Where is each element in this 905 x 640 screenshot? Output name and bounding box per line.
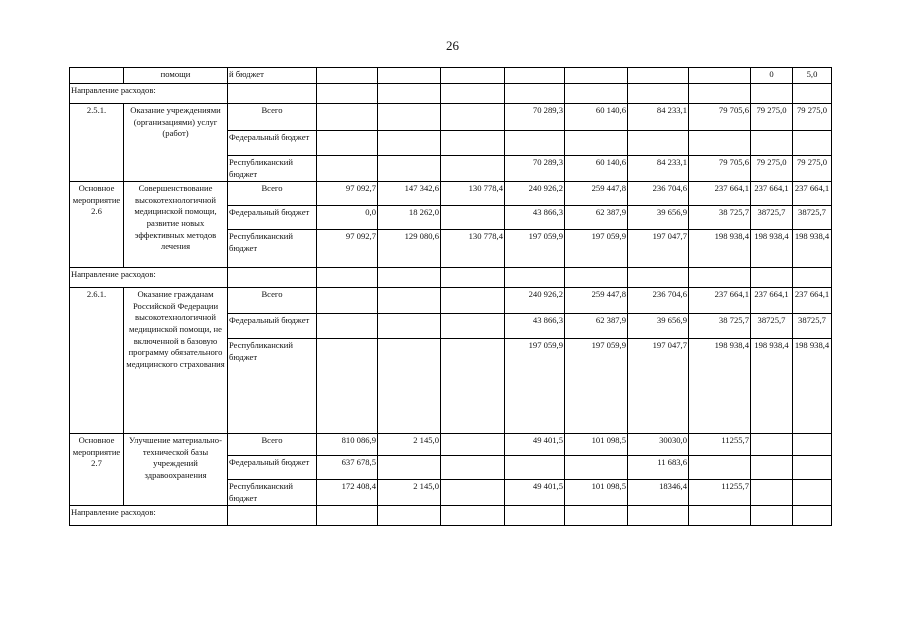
table-cell: 49 401,5 [505, 434, 565, 456]
table-cell [505, 131, 565, 156]
table-cell: 101 098,5 [565, 434, 628, 456]
table-cell [441, 156, 505, 182]
table-cell [441, 131, 505, 156]
table-cell [565, 84, 628, 104]
table-cell: Оказание учреждениями (организациями) услуг (работ) [124, 104, 228, 182]
table-cell [505, 506, 565, 526]
table-cell [793, 434, 832, 456]
table-cell: 810 086,9 [317, 434, 378, 456]
table-cell: 97 092,7 [317, 182, 378, 206]
table-cell: 2 145,0 [378, 480, 441, 506]
table-cell: 38 725,7 [689, 206, 751, 230]
table-cell [378, 456, 441, 480]
table-cell: Республиканский бюджет [228, 156, 317, 182]
table-cell: 237 664,1 [689, 288, 751, 314]
table-cell [378, 156, 441, 182]
table-cell: 197 059,9 [505, 230, 565, 268]
table-cell [751, 456, 793, 480]
table-cell: Республиканский бюджет [228, 339, 317, 434]
table-cell [793, 480, 832, 506]
table-row [70, 434, 832, 456]
table-cell: Совершенствование высокотехнологичной медицинской помощи, развитие новых эффективных методов лечения [124, 182, 228, 268]
table-cell: 198 938,4 [793, 339, 832, 434]
table-cell: 637 678,5 [317, 456, 378, 480]
table-cell: 197 047,7 [628, 230, 689, 268]
table-cell [505, 456, 565, 480]
table-cell: 237 664,1 [689, 182, 751, 206]
table-cell: 0,0 [317, 206, 378, 230]
table-cell [317, 506, 378, 526]
table-cell [689, 506, 751, 526]
table-cell: 240 926,2 [505, 288, 565, 314]
section-heading: Направление расходов: [70, 268, 228, 288]
table-cell: 38725,7 [793, 206, 832, 230]
table-cell [751, 434, 793, 456]
table-cell: 197 059,9 [565, 230, 628, 268]
table-cell: Федеральный бюджет [228, 456, 317, 480]
table-cell: Основное мероприятие 2.6 [70, 182, 124, 268]
table-cell: 60 140,6 [565, 104, 628, 131]
table-cell: 130 778,4 [441, 182, 505, 206]
section-heading: Направление расходов: [70, 506, 228, 526]
table-cell [378, 314, 441, 339]
table-cell [317, 339, 378, 434]
table-cell: 79 275,0 [751, 104, 793, 131]
table-cell: 197 059,9 [565, 339, 628, 434]
page-number: 26 [446, 38, 459, 53]
table-cell [378, 68, 441, 84]
table-cell: 259 447,8 [565, 182, 628, 206]
table-cell: 198 938,4 [689, 230, 751, 268]
table-cell: 49 401,5 [505, 480, 565, 506]
table-cell: 11 683,6 [628, 456, 689, 480]
table-cell: 84 233,1 [628, 104, 689, 131]
table-cell [751, 506, 793, 526]
table-cell [378, 288, 441, 314]
table-cell: 38725,7 [751, 206, 793, 230]
table-cell [378, 268, 441, 288]
table-cell: 39 656,9 [628, 314, 689, 339]
table-cell: 79 705,6 [689, 156, 751, 182]
table-cell: 18 262,0 [378, 206, 441, 230]
table-cell [628, 131, 689, 156]
table-cell: Федеральный бюджет [228, 131, 317, 156]
table-cell: Основное мероприятие 2.7 [70, 434, 124, 506]
table-cell [317, 131, 378, 156]
table-cell [317, 288, 378, 314]
table-cell [441, 84, 505, 104]
table-cell [441, 339, 505, 434]
table-cell: Всего [228, 288, 317, 314]
table-cell [228, 84, 317, 104]
table-cell [628, 268, 689, 288]
table-cell [793, 268, 832, 288]
table-cell: Всего [228, 434, 317, 456]
table-cell: 38725,7 [751, 314, 793, 339]
table-cell: 198 938,4 [793, 230, 832, 268]
table-cell [505, 68, 565, 84]
table-cell [378, 84, 441, 104]
table-cell [317, 314, 378, 339]
table-cell: Улучшение материально-технической базы учреждений здравоохранения [124, 434, 228, 506]
table-cell [317, 268, 378, 288]
table-cell: 2 145,0 [378, 434, 441, 456]
table-cell [441, 434, 505, 456]
table-cell: 39 656,9 [628, 206, 689, 230]
table-cell [628, 68, 689, 84]
table-row [70, 506, 832, 526]
table-cell [378, 104, 441, 131]
table-row [70, 268, 832, 288]
table-cell: 198 938,4 [751, 339, 793, 434]
table-row [70, 288, 832, 314]
table-cell: помощи [124, 68, 228, 84]
table-cell [441, 68, 505, 84]
table-cell [317, 84, 378, 104]
table-cell [565, 68, 628, 84]
table-cell: 79 275,0 [793, 104, 832, 131]
table-cell: 70 289,3 [505, 104, 565, 131]
table-cell: 79 275,0 [793, 156, 832, 182]
table-cell: Всего [228, 104, 317, 131]
table-cell: 38 725,7 [689, 314, 751, 339]
table-cell: Федеральный бюджет [228, 206, 317, 230]
table-cell [317, 104, 378, 131]
table-cell [793, 131, 832, 156]
table-cell [628, 84, 689, 104]
table-cell [505, 268, 565, 288]
table-cell: 62 387,9 [565, 206, 628, 230]
table-cell: Оказание гражданам Российской Федерации высокотехнологичной медицинской помощи, не включенной в базовую программу обязательного медицинского страхования [124, 288, 228, 434]
table-cell [689, 84, 751, 104]
table-cell: 70 289,3 [505, 156, 565, 182]
table-cell: 97 092,7 [317, 230, 378, 268]
table-cell: 60 140,6 [565, 156, 628, 182]
table-cell [689, 131, 751, 156]
table-cell: 236 704,6 [628, 182, 689, 206]
table-cell: 237 664,1 [793, 182, 832, 206]
table-cell [565, 268, 628, 288]
table-cell [228, 268, 317, 288]
table-cell [751, 84, 793, 104]
table-cell: 259 447,8 [565, 288, 628, 314]
table-cell [565, 456, 628, 480]
table-cell: 197 059,9 [505, 339, 565, 434]
table-cell: 43 866,3 [505, 314, 565, 339]
table-cell [441, 480, 505, 506]
table-cell [441, 104, 505, 131]
table-cell: 172 408,4 [317, 480, 378, 506]
table-cell: 2.5.1. [70, 104, 124, 182]
table-cell: 236 704,6 [628, 288, 689, 314]
table-cell [441, 456, 505, 480]
table-row [70, 68, 832, 84]
table-cell: Республиканский бюджет [228, 230, 317, 268]
table-cell: Всего [228, 182, 317, 206]
table-cell: 101 098,5 [565, 480, 628, 506]
table-cell [70, 68, 124, 84]
table-cell [378, 506, 441, 526]
table-cell: 11255,7 [689, 480, 751, 506]
table-cell [317, 156, 378, 182]
table-cell: 237 664,1 [793, 288, 832, 314]
table-cell [505, 84, 565, 104]
table-cell: 198 938,4 [751, 230, 793, 268]
table-cell [228, 506, 317, 526]
table-cell: Федеральный бюджет [228, 314, 317, 339]
table-cell [441, 288, 505, 314]
table-cell [689, 268, 751, 288]
table-cell: 129 080,6 [378, 230, 441, 268]
table-cell: 147 342,6 [378, 182, 441, 206]
table-cell [689, 68, 751, 84]
table-cell: 240 926,2 [505, 182, 565, 206]
table-cell [793, 456, 832, 480]
table-cell [565, 131, 628, 156]
table-cell: 79 275,0 [751, 156, 793, 182]
table-cell: 18346,4 [628, 480, 689, 506]
table-cell: 197 047,7 [628, 339, 689, 434]
table-cell [793, 84, 832, 104]
table-cell: Республиканский бюджет [228, 480, 317, 506]
table-cell: 43 866,3 [505, 206, 565, 230]
table-cell: 0 [751, 68, 793, 84]
table-cell: 79 705,6 [689, 104, 751, 131]
budget-table [69, 67, 832, 526]
table-cell: 237 664,1 [751, 288, 793, 314]
table-row [70, 182, 832, 206]
table-cell [441, 206, 505, 230]
table-cell [565, 506, 628, 526]
table-cell [378, 339, 441, 434]
table-cell [441, 268, 505, 288]
table-cell: 11255,7 [689, 434, 751, 456]
table-cell: 198 938,4 [689, 339, 751, 434]
table-cell: 62 387,9 [565, 314, 628, 339]
table-cell [751, 131, 793, 156]
table-cell: 237 664,1 [751, 182, 793, 206]
table-cell [689, 456, 751, 480]
table-cell [441, 314, 505, 339]
table-cell: 5,0 [793, 68, 832, 84]
table-cell [793, 506, 832, 526]
table-cell: 30030,0 [628, 434, 689, 456]
table-cell: 2.6.1. [70, 288, 124, 434]
table-cell: 38725,7 [793, 314, 832, 339]
table-cell: й бюджет [228, 68, 317, 84]
table-cell [317, 68, 378, 84]
table-row [70, 84, 832, 104]
section-heading: Направление расходов: [70, 84, 228, 104]
table-cell [751, 480, 793, 506]
table-cell: 130 778,4 [441, 230, 505, 268]
table-row [70, 104, 832, 131]
table-cell [751, 268, 793, 288]
table-cell [628, 506, 689, 526]
table-cell [441, 506, 505, 526]
table-cell [378, 131, 441, 156]
table-cell: 84 233,1 [628, 156, 689, 182]
